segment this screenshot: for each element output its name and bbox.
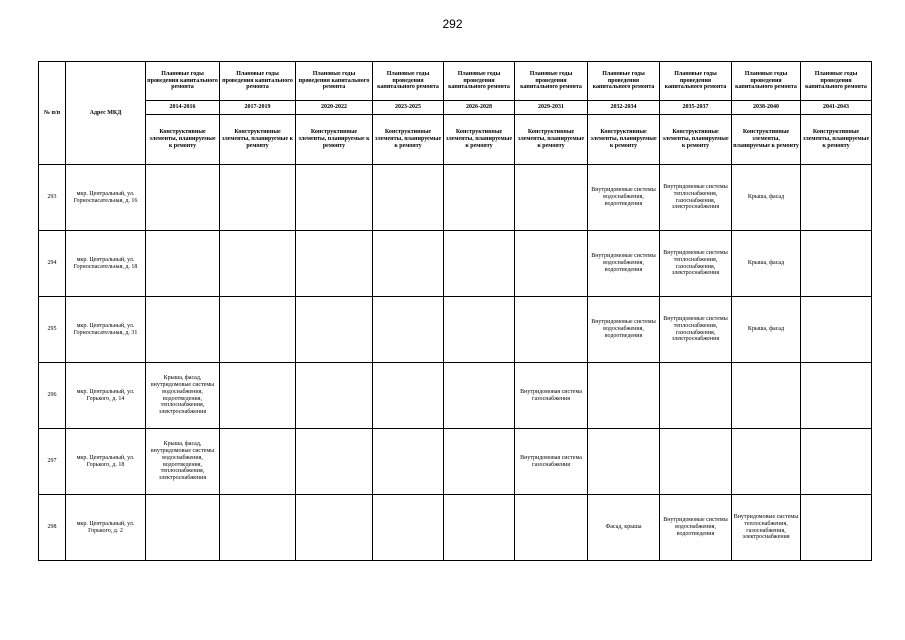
header-row-years <box>39 101 872 115</box>
elements-header: Конструктивные элементы, планируемые к ремонту <box>732 115 801 165</box>
plan-cell <box>296 297 373 363</box>
period-years: 2035-2037 <box>660 101 732 115</box>
plan-cell <box>296 231 373 297</box>
plan-cell <box>373 165 444 231</box>
plan-cell <box>801 165 872 231</box>
elements-header: Конструктивные элементы, планируемые к ремонту <box>146 115 220 165</box>
elements-header: Конструктивные элементы, планируемые к ремонту <box>515 115 588 165</box>
period-title: Плановые годы проведения капитального ремонта <box>588 62 660 101</box>
plan-cell <box>801 429 872 495</box>
row-number: 297 <box>39 429 66 495</box>
period-years: 2041-2043 <box>801 101 872 115</box>
elements-header: Конструктивные элементы, планируемые к ремонту <box>444 115 515 165</box>
period-title: Плановые годы проведения капитального ремонта <box>444 62 515 101</box>
elements-header: Конструктивные элементы, планируемые к ремонту <box>220 115 296 165</box>
plan-cell <box>801 363 872 429</box>
row-address: мкр. Центральный, ул. Горноспасательная, д. 18 <box>66 231 146 297</box>
plan-cell <box>220 429 296 495</box>
table-row <box>39 495 872 561</box>
period-years: 2020-2022 <box>296 101 373 115</box>
plan-cell <box>146 495 220 561</box>
period-title: Плановые годы проведения капитального ремонта <box>296 62 373 101</box>
row-address: мкр. Центральный, ул. Горького, д. 2 <box>66 495 146 561</box>
plan-cell <box>296 363 373 429</box>
plan-cell <box>296 165 373 231</box>
plan-cell <box>220 165 296 231</box>
plan-cell <box>220 297 296 363</box>
row-address: мкр. Центральный, ул. Горького, д. 14 <box>66 363 146 429</box>
elements-header: Конструктивные элементы, планируемые к ремонту <box>373 115 444 165</box>
plan-cell <box>588 429 660 495</box>
plan-cell <box>220 495 296 561</box>
plan-cell <box>515 231 588 297</box>
period-years: 2038-2040 <box>732 101 801 115</box>
plan-cell <box>146 165 220 231</box>
period-title: Плановые годы проведения капитального ремонта <box>373 62 444 101</box>
plan-cell: Фасад, крыша <box>588 495 660 561</box>
plan-cell <box>373 297 444 363</box>
plan-cell <box>220 231 296 297</box>
plan-cell <box>444 297 515 363</box>
row-address: мкр. Центральный, ул. Горького, д. 18 <box>66 429 146 495</box>
plan-cell <box>296 495 373 561</box>
period-title: Плановые годы проведения капитального ремонта <box>146 62 220 101</box>
page-number: 292 <box>442 17 463 31</box>
header-address: Адрес МКД <box>66 62 146 165</box>
row-number: 296 <box>39 363 66 429</box>
elements-header: Конструктивные элементы, планируемые к ремонту <box>801 115 872 165</box>
period-years: 2026-2028 <box>444 101 515 115</box>
period-years: 2023-2025 <box>373 101 444 115</box>
plan-cell <box>373 495 444 561</box>
plan-cell <box>373 231 444 297</box>
row-address: мкр. Центральный, ул. Горноспасательная, д. 31 <box>66 297 146 363</box>
table-row <box>39 165 872 231</box>
plan-cell <box>444 363 515 429</box>
plan-cell: Внутридомовая система газоснабжения <box>515 363 588 429</box>
plan-cell <box>732 363 801 429</box>
period-years: 2014-2016 <box>146 101 220 115</box>
plan-cell: Внутридомовые системы теплоснабжения, газоснабжения, электроснабжения <box>660 165 732 231</box>
plan-cell <box>146 231 220 297</box>
plan-cell <box>296 429 373 495</box>
plan-cell <box>444 429 515 495</box>
plan-cell: Внутридомовые системы теплоснабжения, газоснабжения, электроснабжения <box>660 231 732 297</box>
row-number: 294 <box>39 231 66 297</box>
plan-cell: Крыша, фасад <box>732 165 801 231</box>
table-row <box>39 231 872 297</box>
elements-header: Конструктивные элементы, планируемые к ремонту <box>660 115 732 165</box>
plan-cell <box>444 495 515 561</box>
plan-cell: Крыша, фасад <box>732 297 801 363</box>
header-row-elements <box>39 115 872 165</box>
plan-cell <box>444 165 515 231</box>
header-number: № п/п <box>39 62 66 165</box>
elements-header: Конструктивные элементы, планируемые к ремонту <box>296 115 373 165</box>
period-title: Плановые годы проведения капитального ремонта <box>801 62 872 101</box>
table-row <box>39 363 872 429</box>
table-row <box>39 429 872 495</box>
plan-cell: Внутридомовые системы водоснабжения, водоотведения <box>588 231 660 297</box>
period-years: 2029-2031 <box>515 101 588 115</box>
plan-cell <box>801 231 872 297</box>
plan-cell <box>801 297 872 363</box>
plan-cell <box>801 495 872 561</box>
period-years: 2017-2019 <box>220 101 296 115</box>
plan-cell <box>515 495 588 561</box>
row-number: 298 <box>39 495 66 561</box>
period-title: Плановые годы проведения капитального ремонта <box>660 62 732 101</box>
plan-cell <box>373 429 444 495</box>
period-title: Плановые годы проведения капитального ремонта <box>515 62 588 101</box>
plan-cell: Внутридомовые системы теплоснабжения, газоснабжения, электроснабжения <box>660 297 732 363</box>
period-years: 2032-2034 <box>588 101 660 115</box>
plan-cell <box>515 165 588 231</box>
period-title: Плановые годы проведения капитального ремонта <box>220 62 296 101</box>
plan-cell: Внутридомовые системы водоснабжения, водоотведения <box>588 165 660 231</box>
period-title: Плановые годы проведения капитального ремонта <box>732 62 801 101</box>
plan-cell: Внутридомовые системы водоснабжения, водоотведения <box>588 297 660 363</box>
plan-cell <box>444 231 515 297</box>
plan-cell: Внутридомовая система газоснабжения <box>515 429 588 495</box>
capital-repair-table <box>38 61 872 561</box>
plan-cell <box>660 363 732 429</box>
plan-cell <box>373 363 444 429</box>
plan-cell <box>588 363 660 429</box>
row-number: 293 <box>39 165 66 231</box>
plan-cell <box>732 429 801 495</box>
plan-cell: Крыша, фасад, внутридомовые системы водоснабжения, водоотведения, теплоснабжения, электроснабжения <box>146 363 220 429</box>
plan-cell <box>220 363 296 429</box>
plan-cell <box>660 429 732 495</box>
row-number: 295 <box>39 297 66 363</box>
plan-cell: Внутридомовые системы теплоснабжения, газоснабжения, электроснабжения <box>732 495 801 561</box>
table-row <box>39 297 872 363</box>
row-address: мкр. Центральный, ул. Горноспасательная, д. 16 <box>66 165 146 231</box>
plan-cell <box>515 297 588 363</box>
header-row-titles <box>39 62 872 101</box>
plan-cell: Внутридомовые системы водоснабжения, водоотведения <box>660 495 732 561</box>
plan-cell: Крыша, фасад <box>732 231 801 297</box>
elements-header: Конструктивные элементы, планируемые к ремонту <box>588 115 660 165</box>
plan-cell <box>146 297 220 363</box>
plan-cell: Крыша, фасад, внутридомовые системы водоснабжения, водоотведения, теплоснабжения, электроснабжения <box>146 429 220 495</box>
